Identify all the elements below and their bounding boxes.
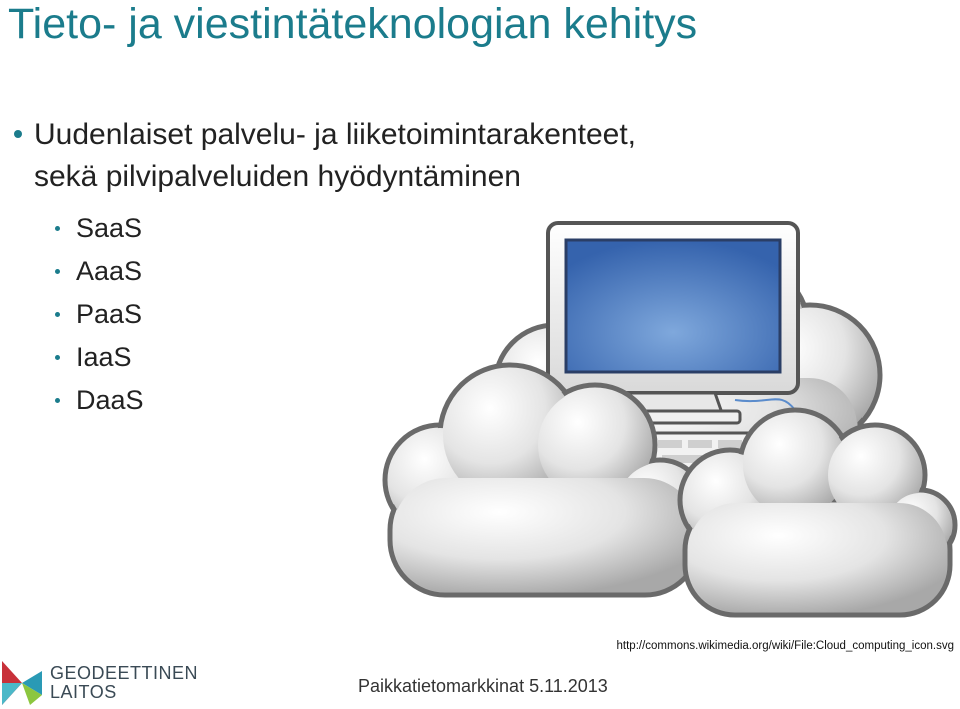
geodetic-institute-logo-icon: [2, 661, 42, 705]
slide-title: Tieto- ja viestintäteknologian kehitys: [8, 0, 698, 48]
sub-bullet-label: SaaS: [76, 213, 143, 243]
sub-bullet-marker: [55, 398, 60, 403]
bullet-marker: [14, 130, 22, 138]
main-bullet-text: [34, 114, 636, 198]
sub-bullet-item: [55, 250, 144, 293]
sub-bullet-marker: [55, 355, 60, 360]
main-bullet-line-2: sekä pilvipalveluiden hyödyntäminen: [34, 160, 521, 193]
image-source-link[interactable]: http://commons.wikimedia.org/wiki/File:Cloud_computing_icon.svg: [616, 640, 954, 652]
sub-bullet-marker: [55, 226, 60, 231]
sub-bullet-marker: [55, 269, 60, 274]
sub-bullet-item: [55, 336, 144, 379]
main-bullet: [14, 114, 814, 198]
logo-line-2: LAITOS: [50, 682, 117, 702]
sub-bullet-marker: [55, 312, 60, 317]
sub-bullet-label: DaaS: [76, 385, 144, 415]
sub-bullet-item: [55, 379, 144, 422]
sub-bullet-label: IaaS: [76, 342, 132, 372]
institute-logo: [2, 660, 198, 706]
sub-bullet-list: [55, 207, 144, 422]
footer-text: Paikkatietomarkkinat 5.11.2013: [358, 676, 608, 696]
logo-text: [50, 664, 198, 702]
main-bullet-line-1: Uudenlaiset palvelu- ja liiketoimintarakenteet,: [34, 118, 636, 151]
sub-bullet-item: [55, 207, 144, 250]
sub-bullet-label: AaaS: [76, 256, 143, 286]
sub-bullet-item: [55, 293, 144, 336]
cloud-computer-icon: [370, 215, 960, 635]
logo-line-1: GEODEETTINEN: [50, 663, 199, 683]
sub-bullet-label: PaaS: [76, 299, 143, 329]
